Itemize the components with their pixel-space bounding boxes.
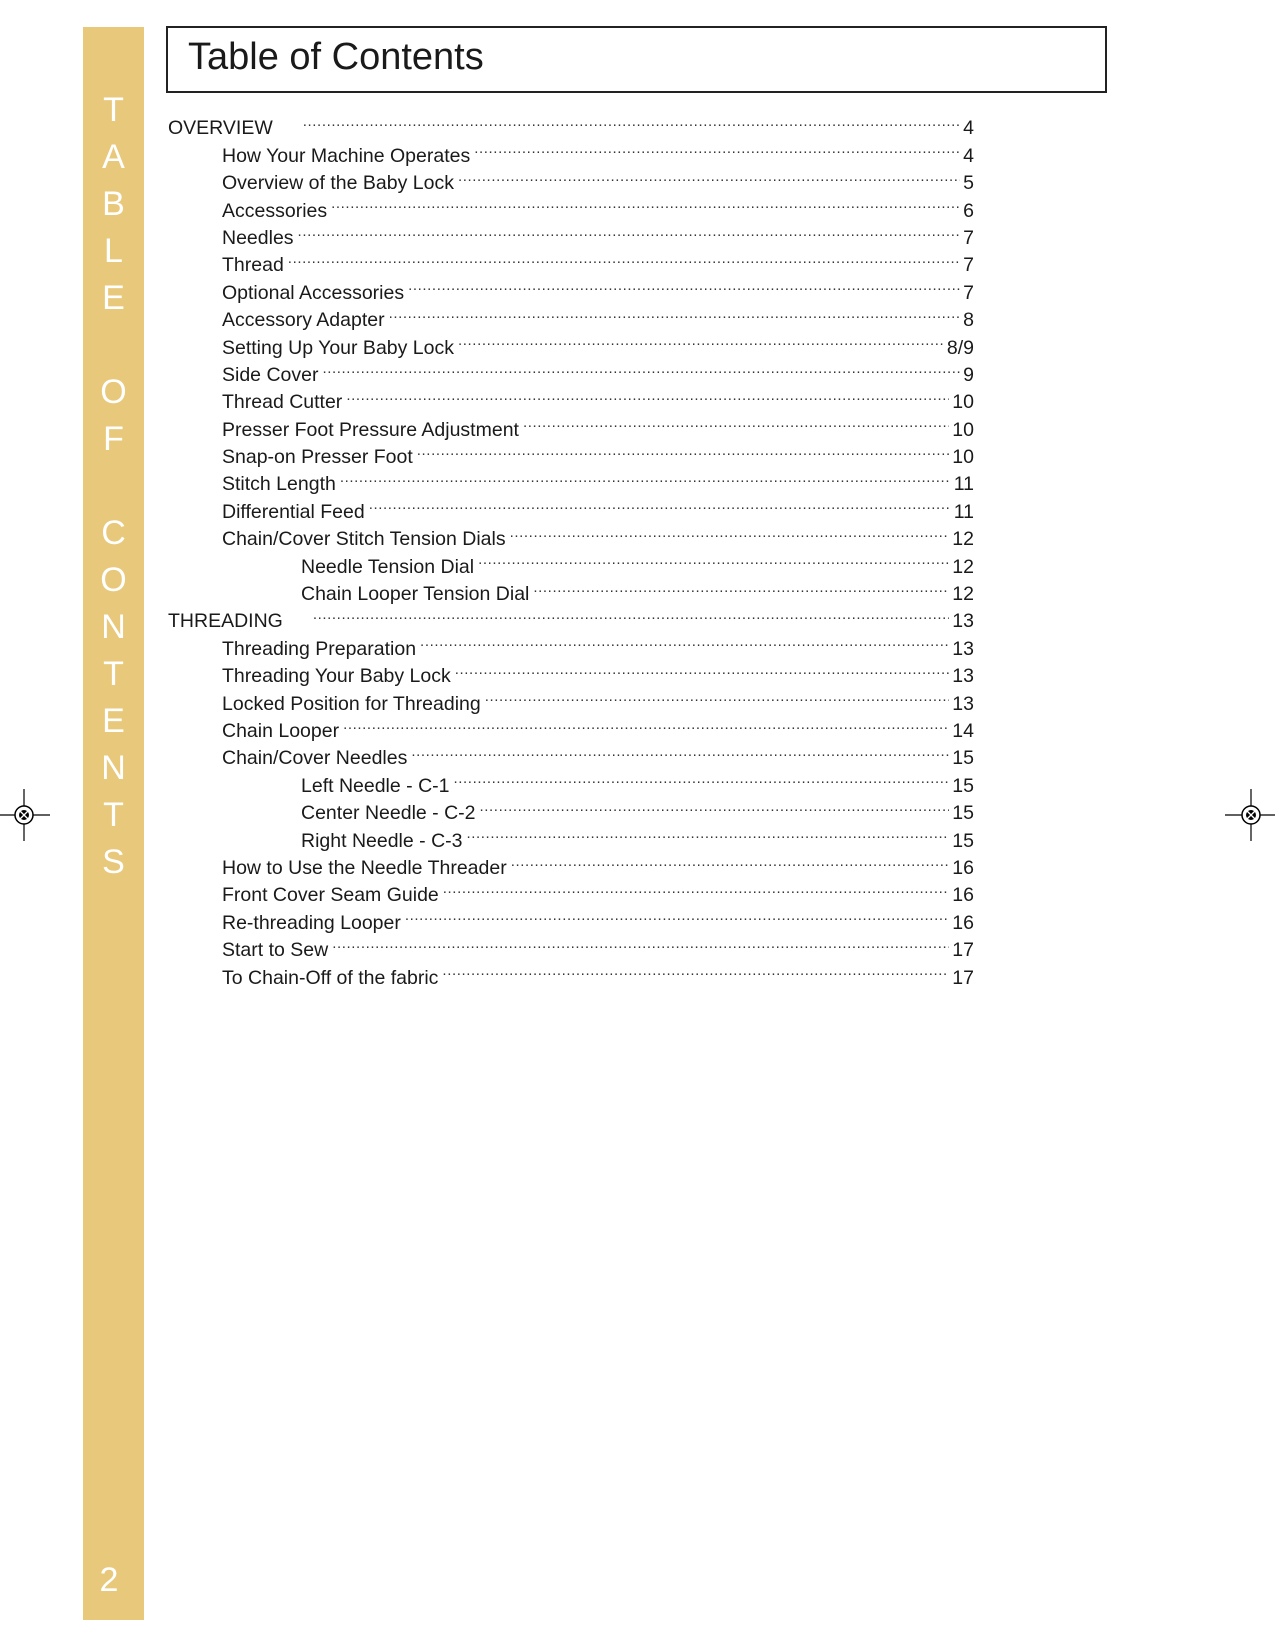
toc-dot-leader	[346, 381, 949, 408]
toc-entry-label: Right Needle - C-3	[301, 829, 463, 852]
toc-entry-page: 4	[963, 117, 974, 140]
toc-entry-page: 7	[963, 281, 974, 304]
toc-entry-label: Side Cover	[222, 363, 319, 386]
toc-entry-label: Accessory Adapter	[222, 309, 385, 332]
page-title: Table of Contents	[188, 36, 484, 78]
toc-dot-leader	[340, 463, 951, 490]
toc-entry-label: Threading Your Baby Lock	[222, 665, 451, 688]
toc-entry-label: Chain/Cover Needles	[222, 747, 408, 770]
toc-entry-page: 10	[952, 446, 974, 469]
toc-entry-label: Thread	[222, 254, 284, 277]
toc-entry-page: 15	[952, 774, 974, 797]
toc-entry-page: 8	[963, 309, 974, 332]
toc-entry-page: 7	[963, 254, 974, 277]
toc-dot-leader	[298, 217, 961, 244]
registration-mark-icon	[0, 787, 52, 843]
side-tab-letter: O	[100, 373, 127, 411]
side-tab-letter: E	[102, 279, 125, 317]
toc-entry-page: 10	[952, 391, 974, 414]
toc-entry-label: To Chain-Off of the fabric	[222, 966, 439, 989]
toc-entry-label: Re-threading Looper	[222, 911, 401, 934]
side-tab-letter: E	[102, 702, 125, 740]
toc-entry-label: Overview of the Baby Lock	[222, 172, 454, 195]
toc-entry-label: Chain/Cover Stitch Tension Dials	[222, 528, 506, 551]
toc-dot-leader	[511, 847, 950, 874]
toc-entry-label: Left Needle - C-1	[301, 774, 450, 797]
toc-dot-leader	[466, 819, 949, 846]
toc-entry-page: 4	[963, 144, 974, 167]
toc-entry-label: Differential Feed	[222, 500, 365, 523]
toc-entry-page: 14	[952, 719, 974, 742]
toc-entry-label: Presser Foot Pressure Adjustment	[222, 418, 519, 441]
side-tab-letter: T	[103, 91, 124, 129]
toc-dot-leader	[408, 271, 960, 298]
toc-entry-label: Chain Looper	[222, 719, 340, 742]
toc-entry-label: How to Use the Needle Threader	[222, 856, 507, 879]
side-tab-letter: B	[102, 185, 125, 223]
toc-dot-leader	[420, 627, 949, 654]
toc-dot-leader	[288, 244, 960, 271]
toc-dot-leader	[405, 901, 949, 928]
toc-dot-leader	[417, 436, 950, 463]
toc-entry-page: 12	[952, 555, 974, 578]
toc-dot-leader	[533, 573, 949, 600]
toc-entry-page: 6	[963, 199, 974, 222]
toc-dot-leader	[303, 107, 960, 134]
page-number: 2	[99, 1561, 119, 1599]
toc-entry-page: 13	[952, 665, 974, 688]
toc-dot-leader	[480, 792, 950, 819]
toc-entry-label: Start to Sew	[222, 939, 329, 962]
toc-entry[interactable]	[166, 244, 974, 277]
registration-mark-icon	[1223, 787, 1275, 843]
toc-dot-leader	[332, 929, 949, 956]
side-tab-spacer	[83, 463, 144, 510]
toc-dot-leader	[313, 600, 949, 627]
toc-dot-leader	[442, 956, 949, 983]
toc-dot-leader	[510, 518, 950, 545]
toc-entry-label: Setting Up Your Baby Lock	[222, 336, 454, 359]
side-tab-letter: S	[102, 843, 125, 881]
toc-entry-label: THREADING	[168, 610, 283, 633]
toc-entry-page: 9	[963, 363, 974, 386]
toc-entry-label: How Your Machine Operates	[222, 144, 471, 167]
toc-entry-page: 12	[952, 583, 974, 606]
side-tab-letter: A	[102, 138, 125, 176]
toc-dot-leader	[478, 545, 949, 572]
toc-entry[interactable]	[166, 792, 974, 825]
side-tab-letter: C	[101, 514, 126, 552]
toc-entry-page: 13	[952, 637, 974, 660]
toc-dot-leader	[523, 408, 949, 435]
toc-dot-leader	[322, 354, 960, 381]
toc-entry-page: 5	[963, 172, 974, 195]
side-tab-letter: T	[103, 655, 124, 693]
side-tab-spacer	[83, 322, 144, 369]
toc-entry-label: Thread Cutter	[222, 391, 343, 414]
side-tab-letters	[83, 87, 144, 886]
toc-entry-page: 12	[952, 528, 974, 551]
toc-dot-leader	[474, 134, 960, 161]
toc-dot-leader	[485, 682, 950, 709]
toc-entry-label: Threading Preparation	[222, 637, 417, 660]
toc-entry-page: 13	[952, 610, 974, 633]
side-tab-letter: N	[101, 749, 126, 787]
toc-dot-leader	[411, 737, 949, 764]
toc-entry-page: 16	[952, 884, 974, 907]
side-tab-letter: O	[100, 561, 127, 599]
toc-entry-page: 11	[953, 500, 974, 523]
toc-entry-label: Snap-on Presser Foot	[222, 446, 413, 469]
toc-entry-label: Optional Accessories	[222, 281, 405, 304]
toc-entry-page: 15	[952, 802, 974, 825]
toc-dot-leader	[455, 655, 950, 682]
side-tab-letter: F	[103, 420, 124, 458]
side-tab-letter: L	[104, 232, 123, 270]
toc-entry-page: 8/9	[946, 336, 974, 359]
toc-entry-label: Needle Tension Dial	[301, 555, 475, 578]
toc-dot-leader	[458, 162, 960, 189]
toc-entry-label: Accessories	[222, 199, 328, 222]
side-tab-letter: T	[103, 796, 124, 834]
side-tab-bar	[83, 27, 144, 1620]
toc-entry-page: 11	[953, 473, 974, 496]
toc-dot-leader	[389, 299, 961, 326]
toc-entry[interactable]	[166, 819, 974, 852]
toc-entry-label: Stitch Length	[222, 473, 336, 496]
toc-list	[166, 107, 974, 989]
toc-dot-leader	[331, 189, 960, 216]
toc-entry-page: 13	[952, 692, 974, 715]
toc-entry[interactable]	[166, 847, 974, 879]
toc-entry-label: Center Needle - C-2	[301, 802, 476, 825]
toc-entry[interactable]	[166, 573, 974, 606]
toc-entry-page: 17	[952, 939, 974, 962]
toc-dot-leader	[443, 874, 950, 901]
toc-entry-page: 15	[952, 829, 974, 852]
toc-dot-leader	[458, 326, 944, 353]
toc-dot-leader	[454, 764, 950, 791]
toc-entry-page: 16	[952, 856, 974, 879]
toc-entry-label: OVERVIEW	[168, 117, 273, 140]
toc-dot-leader	[343, 710, 949, 737]
toc-dot-leader	[369, 490, 951, 517]
title-box	[166, 26, 1107, 93]
toc-entry-page: 15	[952, 747, 974, 770]
toc-entry-page: 16	[952, 911, 974, 934]
toc-entry-label: Needles	[222, 226, 294, 249]
toc-entry-label: Locked Position for Threading	[222, 692, 481, 715]
toc-entry-page: 17	[952, 966, 974, 989]
side-tab-letter: N	[101, 608, 126, 646]
toc-entry-label: Front Cover Seam Guide	[222, 884, 439, 907]
toc-section-entry[interactable]	[166, 600, 974, 633]
toc-section-entry[interactable]	[166, 107, 974, 140]
toc-entry-page: 10	[952, 418, 974, 441]
toc-entry-page: 7	[963, 226, 974, 249]
toc-entry-label: Chain Looper Tension Dial	[301, 583, 530, 606]
